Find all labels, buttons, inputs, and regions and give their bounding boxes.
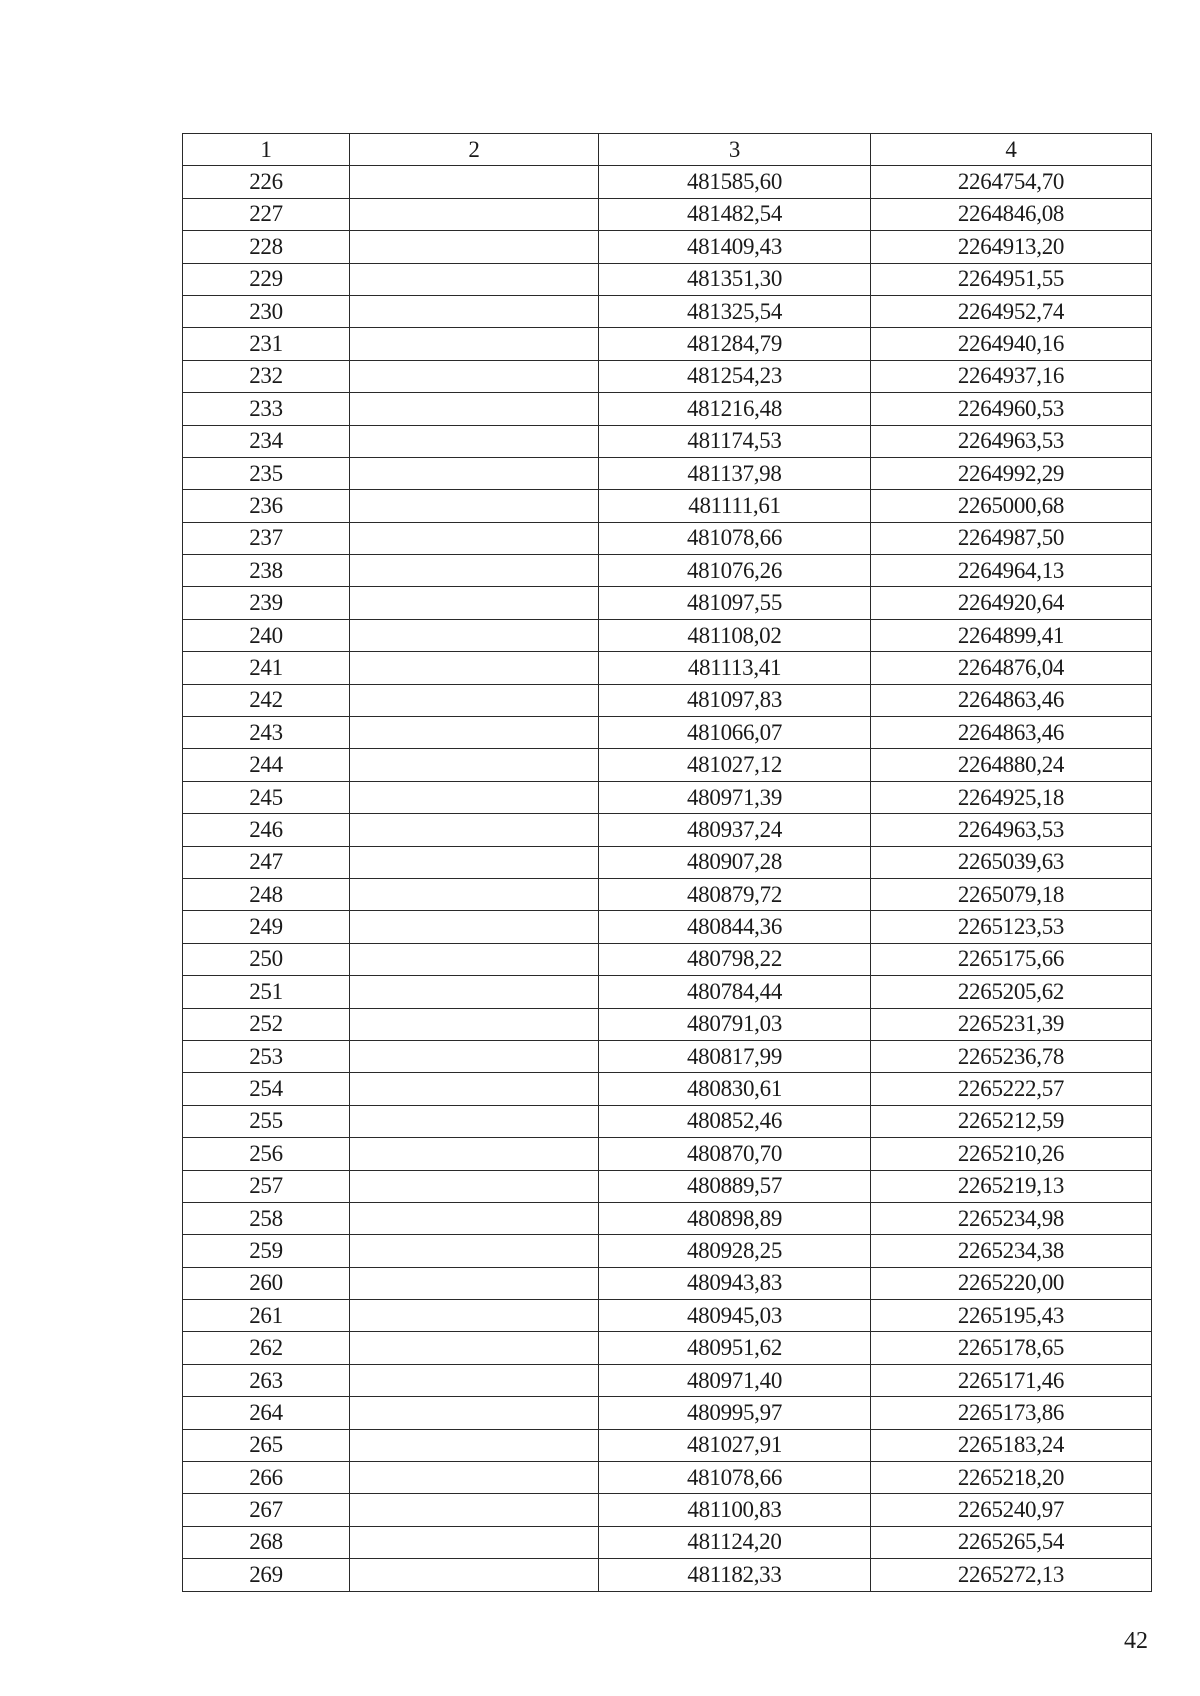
x-coordinate-cell: 481100,83 [599, 1494, 871, 1526]
y-coordinate-cell: 2264937,16 [871, 360, 1152, 392]
point-number-cell: 264 [183, 1397, 350, 1429]
empty-cell [350, 587, 599, 619]
empty-cell [350, 911, 599, 943]
x-coordinate-cell: 481124,20 [599, 1526, 871, 1558]
table-row [183, 360, 1152, 392]
empty-cell [350, 295, 599, 327]
x-coordinate-cell: 481174,53 [599, 425, 871, 457]
y-coordinate-cell: 2264952,74 [871, 295, 1152, 327]
empty-cell [350, 1462, 599, 1494]
point-number-cell: 245 [183, 781, 350, 813]
point-number-cell: 247 [183, 846, 350, 878]
point-number-cell: 254 [183, 1073, 350, 1105]
column-header-3: 3 [599, 134, 871, 166]
empty-cell [350, 1332, 599, 1364]
point-number-cell: 234 [183, 425, 350, 457]
column-header-4: 4 [871, 134, 1152, 166]
point-number-cell: 235 [183, 457, 350, 489]
table-row [183, 1235, 1152, 1267]
x-coordinate-cell: 480945,03 [599, 1300, 871, 1332]
x-coordinate-cell: 481482,54 [599, 198, 871, 230]
x-coordinate-cell: 481182,33 [599, 1559, 871, 1591]
point-number-cell: 261 [183, 1300, 350, 1332]
table-body [183, 166, 1152, 1591]
x-coordinate-cell: 480852,46 [599, 1105, 871, 1137]
x-coordinate-cell: 481066,07 [599, 717, 871, 749]
empty-cell [350, 1138, 599, 1170]
table-row [183, 393, 1152, 425]
empty-cell [350, 1267, 599, 1299]
point-number-cell: 257 [183, 1170, 350, 1202]
y-coordinate-cell: 2265000,68 [871, 490, 1152, 522]
empty-cell [350, 393, 599, 425]
empty-cell [350, 1073, 599, 1105]
point-number-cell: 233 [183, 393, 350, 425]
table-row [183, 425, 1152, 457]
y-coordinate-cell: 2264754,70 [871, 166, 1152, 198]
column-header-2: 2 [350, 134, 599, 166]
table-row [183, 457, 1152, 489]
table-row [183, 1073, 1152, 1105]
empty-cell [350, 1364, 599, 1396]
empty-cell [350, 1526, 599, 1558]
empty-cell [350, 619, 599, 651]
point-number-cell: 267 [183, 1494, 350, 1526]
point-number-cell: 240 [183, 619, 350, 651]
empty-cell [350, 360, 599, 392]
empty-cell [350, 1429, 599, 1461]
y-coordinate-cell: 2265240,97 [871, 1494, 1152, 1526]
table-row [183, 684, 1152, 716]
empty-cell [350, 1170, 599, 1202]
y-coordinate-cell: 2264940,16 [871, 328, 1152, 360]
empty-cell [350, 846, 599, 878]
point-number-cell: 239 [183, 587, 350, 619]
point-number-cell: 263 [183, 1364, 350, 1396]
table-row [183, 490, 1152, 522]
empty-cell [350, 555, 599, 587]
empty-cell [350, 457, 599, 489]
point-number-cell: 237 [183, 522, 350, 554]
y-coordinate-cell: 2265079,18 [871, 878, 1152, 910]
y-coordinate-cell: 2264964,13 [871, 555, 1152, 587]
point-number-cell: 258 [183, 1202, 350, 1234]
y-coordinate-cell: 2265195,43 [871, 1300, 1152, 1332]
y-coordinate-cell: 2265123,53 [871, 911, 1152, 943]
x-coordinate-cell: 480879,72 [599, 878, 871, 910]
point-number-cell: 253 [183, 1040, 350, 1072]
table-row [183, 1202, 1152, 1234]
empty-cell [350, 425, 599, 457]
empty-cell [350, 1040, 599, 1072]
x-coordinate-cell: 481284,79 [599, 328, 871, 360]
y-coordinate-cell: 2264960,53 [871, 393, 1152, 425]
y-coordinate-cell: 2265183,24 [871, 1429, 1152, 1461]
empty-cell [350, 1008, 599, 1040]
x-coordinate-cell: 480907,28 [599, 846, 871, 878]
point-number-cell: 230 [183, 295, 350, 327]
point-number-cell: 265 [183, 1429, 350, 1461]
table-row [183, 878, 1152, 910]
x-coordinate-cell: 480791,03 [599, 1008, 871, 1040]
point-number-cell: 246 [183, 814, 350, 846]
table-row [183, 1170, 1152, 1202]
y-coordinate-cell: 2264863,46 [871, 684, 1152, 716]
point-number-cell: 228 [183, 231, 350, 263]
y-coordinate-cell: 2264992,29 [871, 457, 1152, 489]
empty-cell [350, 652, 599, 684]
empty-cell [350, 717, 599, 749]
x-coordinate-cell: 481078,66 [599, 522, 871, 554]
x-coordinate-cell: 480971,39 [599, 781, 871, 813]
page-number: 42 [1124, 1628, 1148, 1654]
point-number-cell: 241 [183, 652, 350, 684]
table-row [183, 555, 1152, 587]
y-coordinate-cell: 2264987,50 [871, 522, 1152, 554]
y-coordinate-cell: 2264876,04 [871, 652, 1152, 684]
x-coordinate-cell: 481076,26 [599, 555, 871, 587]
y-coordinate-cell: 2265234,38 [871, 1235, 1152, 1267]
point-number-cell: 268 [183, 1526, 350, 1558]
table-row [183, 1138, 1152, 1170]
table-row [183, 1364, 1152, 1396]
table-row [183, 1332, 1152, 1364]
empty-cell [350, 781, 599, 813]
y-coordinate-cell: 2265212,59 [871, 1105, 1152, 1137]
table-row [183, 911, 1152, 943]
x-coordinate-cell: 481027,12 [599, 749, 871, 781]
empty-cell [350, 328, 599, 360]
table-row [183, 976, 1152, 1008]
x-coordinate-cell: 481216,48 [599, 393, 871, 425]
point-number-cell: 229 [183, 263, 350, 295]
table-row [183, 166, 1152, 198]
table-row [183, 1462, 1152, 1494]
y-coordinate-cell: 2264863,46 [871, 717, 1152, 749]
empty-cell [350, 263, 599, 295]
coordinates-table [182, 133, 1152, 1592]
point-number-cell: 259 [183, 1235, 350, 1267]
table-row [183, 749, 1152, 781]
x-coordinate-cell: 480830,61 [599, 1073, 871, 1105]
x-coordinate-cell: 480928,25 [599, 1235, 871, 1267]
point-number-cell: 249 [183, 911, 350, 943]
y-coordinate-cell: 2265218,20 [871, 1462, 1152, 1494]
table-row [183, 846, 1152, 878]
table-row [183, 1429, 1152, 1461]
table-row [183, 652, 1152, 684]
x-coordinate-cell: 481351,30 [599, 263, 871, 295]
table-row [183, 1105, 1152, 1137]
table-row [183, 717, 1152, 749]
table-row [183, 1559, 1152, 1591]
point-number-cell: 238 [183, 555, 350, 587]
x-coordinate-cell: 480784,44 [599, 976, 871, 1008]
y-coordinate-cell: 2265175,66 [871, 943, 1152, 975]
x-coordinate-cell: 481254,23 [599, 360, 871, 392]
point-number-cell: 243 [183, 717, 350, 749]
x-coordinate-cell: 481108,02 [599, 619, 871, 651]
point-number-cell: 255 [183, 1105, 350, 1137]
y-coordinate-cell: 2265178,65 [871, 1332, 1152, 1364]
table-row [183, 328, 1152, 360]
table-row [183, 231, 1152, 263]
point-number-cell: 269 [183, 1559, 350, 1591]
point-number-cell: 242 [183, 684, 350, 716]
y-coordinate-cell: 2265219,13 [871, 1170, 1152, 1202]
point-number-cell: 266 [183, 1462, 350, 1494]
x-coordinate-cell: 481137,98 [599, 457, 871, 489]
x-coordinate-cell: 481585,60 [599, 166, 871, 198]
y-coordinate-cell: 2264963,53 [871, 814, 1152, 846]
x-coordinate-cell: 480844,36 [599, 911, 871, 943]
table-row [183, 1494, 1152, 1526]
x-coordinate-cell: 480995,97 [599, 1397, 871, 1429]
table-row [183, 587, 1152, 619]
empty-cell [350, 943, 599, 975]
table-row [183, 1040, 1152, 1072]
y-coordinate-cell: 2265220,00 [871, 1267, 1152, 1299]
point-number-cell: 248 [183, 878, 350, 910]
table-row [183, 295, 1152, 327]
point-number-cell: 236 [183, 490, 350, 522]
empty-cell [350, 1105, 599, 1137]
x-coordinate-cell: 481097,83 [599, 684, 871, 716]
y-coordinate-cell: 2265231,39 [871, 1008, 1152, 1040]
point-number-cell: 260 [183, 1267, 350, 1299]
empty-cell [350, 166, 599, 198]
empty-cell [350, 490, 599, 522]
x-coordinate-cell: 480937,24 [599, 814, 871, 846]
y-coordinate-cell: 2264880,24 [871, 749, 1152, 781]
empty-cell [350, 749, 599, 781]
x-coordinate-cell: 480870,70 [599, 1138, 871, 1170]
point-number-cell: 231 [183, 328, 350, 360]
x-coordinate-cell: 481078,66 [599, 1462, 871, 1494]
table-row [183, 198, 1152, 230]
point-number-cell: 262 [183, 1332, 350, 1364]
point-number-cell: 232 [183, 360, 350, 392]
y-coordinate-cell: 2265272,13 [871, 1559, 1152, 1591]
point-number-cell: 251 [183, 976, 350, 1008]
point-number-cell: 252 [183, 1008, 350, 1040]
x-coordinate-cell: 481027,91 [599, 1429, 871, 1461]
y-coordinate-cell: 2264925,18 [871, 781, 1152, 813]
table-row [183, 1397, 1152, 1429]
y-coordinate-cell: 2265039,63 [871, 846, 1152, 878]
y-coordinate-cell: 2264846,08 [871, 198, 1152, 230]
point-number-cell: 226 [183, 166, 350, 198]
y-coordinate-cell: 2264963,53 [871, 425, 1152, 457]
x-coordinate-cell: 480971,40 [599, 1364, 871, 1396]
table-header [183, 134, 1152, 166]
y-coordinate-cell: 2265234,98 [871, 1202, 1152, 1234]
x-coordinate-cell: 480817,99 [599, 1040, 871, 1072]
y-coordinate-cell: 2265222,57 [871, 1073, 1152, 1105]
table-header-row [183, 134, 1152, 166]
table-row [183, 1267, 1152, 1299]
empty-cell [350, 522, 599, 554]
table-row [183, 619, 1152, 651]
table-row [183, 781, 1152, 813]
empty-cell [350, 878, 599, 910]
y-coordinate-cell: 2264913,20 [871, 231, 1152, 263]
x-coordinate-cell: 481097,55 [599, 587, 871, 619]
y-coordinate-cell: 2265210,26 [871, 1138, 1152, 1170]
table-row [183, 1300, 1152, 1332]
x-coordinate-cell: 480889,57 [599, 1170, 871, 1202]
empty-cell [350, 231, 599, 263]
x-coordinate-cell: 481325,54 [599, 295, 871, 327]
empty-cell [350, 814, 599, 846]
y-coordinate-cell: 2265171,46 [871, 1364, 1152, 1396]
empty-cell [350, 198, 599, 230]
x-coordinate-cell: 480898,89 [599, 1202, 871, 1234]
point-number-cell: 250 [183, 943, 350, 975]
table-row [183, 943, 1152, 975]
table-row [183, 1526, 1152, 1558]
y-coordinate-cell: 2265173,86 [871, 1397, 1152, 1429]
empty-cell [350, 976, 599, 1008]
empty-cell [350, 1494, 599, 1526]
x-coordinate-cell: 481111,61 [599, 490, 871, 522]
table-row [183, 522, 1152, 554]
empty-cell [350, 1397, 599, 1429]
table-row [183, 1008, 1152, 1040]
y-coordinate-cell: 2264951,55 [871, 263, 1152, 295]
x-coordinate-cell: 481113,41 [599, 652, 871, 684]
x-coordinate-cell: 480951,62 [599, 1332, 871, 1364]
y-coordinate-cell: 2264920,64 [871, 587, 1152, 619]
y-coordinate-cell: 2265265,54 [871, 1526, 1152, 1558]
y-coordinate-cell: 2265236,78 [871, 1040, 1152, 1072]
x-coordinate-cell: 480943,83 [599, 1267, 871, 1299]
x-coordinate-cell: 480798,22 [599, 943, 871, 975]
table-row [183, 814, 1152, 846]
empty-cell [350, 684, 599, 716]
table-row [183, 263, 1152, 295]
empty-cell [350, 1202, 599, 1234]
y-coordinate-cell: 2265205,62 [871, 976, 1152, 1008]
empty-cell [350, 1300, 599, 1332]
empty-cell [350, 1235, 599, 1267]
column-header-1: 1 [183, 134, 350, 166]
x-coordinate-cell: 481409,43 [599, 231, 871, 263]
point-number-cell: 244 [183, 749, 350, 781]
empty-cell [350, 1559, 599, 1591]
point-number-cell: 227 [183, 198, 350, 230]
point-number-cell: 256 [183, 1138, 350, 1170]
y-coordinate-cell: 2264899,41 [871, 619, 1152, 651]
